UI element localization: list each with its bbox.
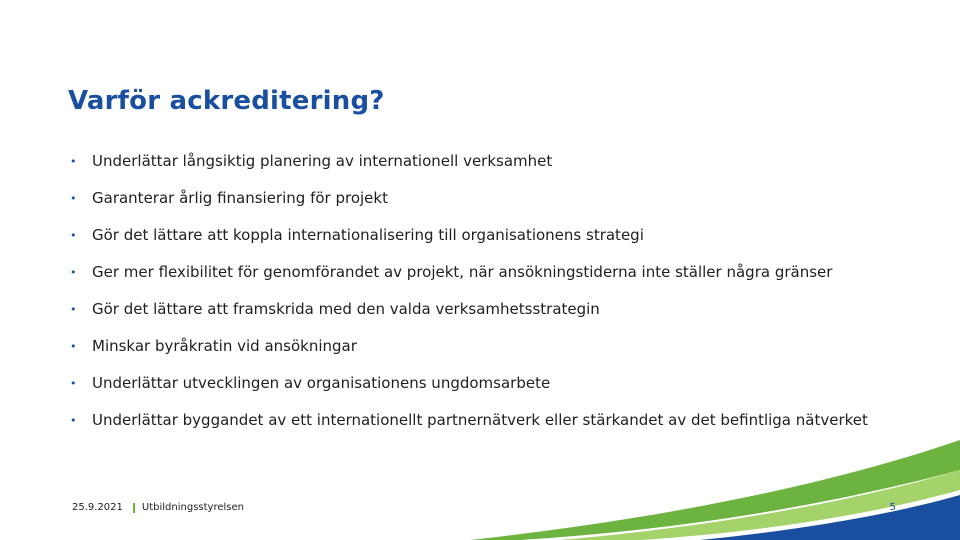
bullet-dot-icon: •	[70, 155, 77, 168]
bullet-text: Gör det lättare att koppla internationalisering till organisationens strategi	[92, 226, 644, 244]
bullet-list	[68, 151, 898, 447]
page-number: 5	[889, 502, 896, 513]
bullet-item	[68, 373, 898, 394]
bullet-item	[68, 299, 898, 320]
bullet-text: Underlättar utvecklingen av organisationens ungdomsarbete	[92, 374, 551, 392]
bullet-dot-icon: •	[70, 229, 77, 242]
bullet-item	[68, 336, 898, 357]
bullet-item	[68, 151, 898, 172]
bullet-dot-icon: •	[70, 340, 77, 353]
bullet-text: Underlättar långsiktig planering av internationell verksamhet	[92, 152, 553, 170]
bullet-dot-icon: •	[70, 414, 77, 427]
bullet-item	[68, 225, 898, 246]
bullet-dot-icon: •	[70, 192, 77, 205]
footer-separator	[133, 503, 135, 513]
bullet-text: Underlättar byggandet av ett internationellt partnernätverk eller stärkandet av det befintliga nätverket	[92, 411, 868, 429]
slide-footer	[72, 502, 244, 513]
slide-title: Varför ackreditering?	[68, 86, 385, 116]
footer-date: 25.9.2021	[72, 502, 123, 513]
bullet-item	[68, 188, 898, 209]
bullet-text: Ger mer flexibilitet för genomförandet av projekt, när ansökningstiderna inte ställer några gränser	[92, 263, 833, 281]
bullet-item	[68, 262, 898, 283]
bullet-text: Minskar byråkratin vid ansökningar	[92, 337, 357, 355]
bullet-text: Garanterar årlig finansiering för projekt	[92, 189, 388, 207]
bullet-dot-icon: •	[70, 266, 77, 279]
footer-organization: Utbildningsstyrelsen	[141, 502, 244, 513]
bullet-dot-icon: •	[70, 377, 77, 390]
bullet-text: Gör det lättare att framskrida med den valda verksamhetsstrategin	[92, 300, 600, 318]
bullet-dot-icon: •	[70, 303, 77, 316]
bullet-item	[68, 410, 898, 431]
